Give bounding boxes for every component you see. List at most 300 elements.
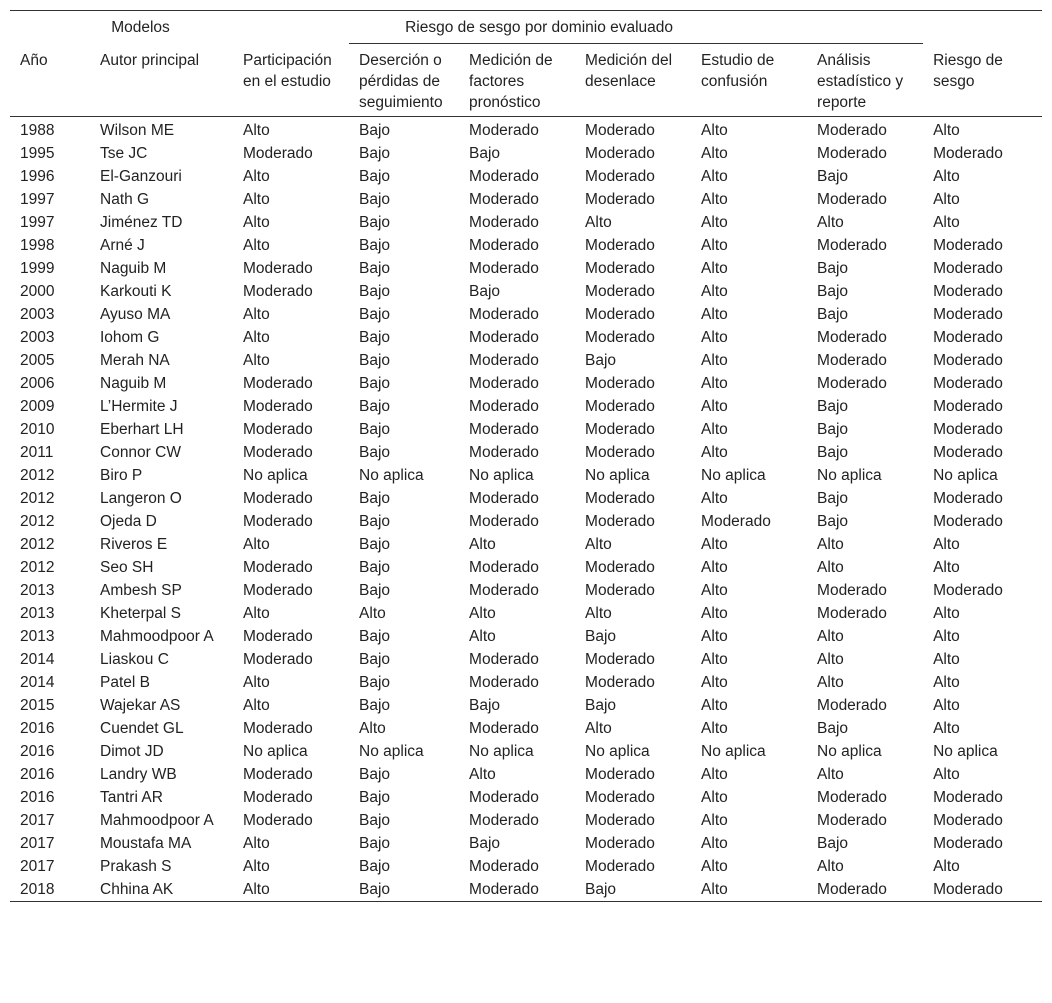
table-cell: Alto: [701, 122, 728, 139]
table-row: [10, 625, 1042, 648]
table-row: [10, 671, 1042, 694]
table-cell: Moderado: [585, 490, 655, 507]
table-cell: Wilson ME: [100, 122, 175, 139]
table-cell: No aplica: [243, 467, 308, 484]
table-cell: Moderado: [817, 582, 887, 599]
table-row: [10, 832, 1042, 855]
table-cell: Bajo: [359, 168, 391, 185]
table-cell: Moderado: [585, 766, 655, 783]
table-cell: Bajo: [359, 145, 391, 162]
table-cell: 2017: [20, 812, 55, 829]
table-cell: Moderado: [243, 145, 313, 162]
table-cell: 2014: [20, 674, 55, 691]
table-cell: Bajo: [359, 766, 391, 783]
table-cell: Moderado: [585, 835, 655, 852]
table-cell: No aplica: [933, 467, 998, 484]
table-cell: Moderado: [817, 352, 887, 369]
table-cell: Alto: [243, 214, 270, 231]
table-cell: Moderado: [933, 306, 1003, 323]
table-cell: Alto: [933, 605, 960, 622]
table-cell: Alto: [243, 191, 270, 208]
table-cell: Alto: [469, 766, 496, 783]
table-cell: 2012: [20, 513, 55, 530]
table-cell: 1997: [20, 191, 55, 208]
table-cell: Moderado: [243, 582, 313, 599]
table-cell: Moderado: [585, 789, 655, 806]
table-cell: No aplica: [359, 743, 424, 760]
table-cell: Alto: [817, 559, 844, 576]
table-cell: Alto: [243, 168, 270, 185]
table-cell: Moderado: [243, 628, 313, 645]
table-cell: Moderado: [585, 559, 655, 576]
header-column-row: [10, 44, 1042, 117]
table-cell: Moderado: [469, 214, 539, 231]
table-cell: Wajekar AS: [100, 697, 181, 714]
table-cell: Moderado: [933, 881, 1003, 898]
table-cell: Alto: [243, 697, 270, 714]
table-cell: Alto: [701, 306, 728, 323]
table-cell: Alto: [701, 145, 728, 162]
table-cell: Dimot JD: [100, 743, 164, 760]
table-cell: Moderado: [243, 398, 313, 415]
table-cell: Alto: [243, 306, 270, 323]
header-group-row: [10, 11, 1042, 44]
table-cell: Bajo: [817, 260, 849, 277]
table-cell: Moderado: [585, 145, 655, 162]
table-cell: No aplica: [585, 467, 650, 484]
table-cell: 2012: [20, 467, 55, 484]
table-cell: Alto: [933, 720, 960, 737]
table-cell: Karkouti K: [100, 283, 172, 300]
table-cell: Merah NA: [100, 352, 170, 369]
table-cell: Moderado: [585, 168, 655, 185]
table-cell: Moderado: [933, 329, 1003, 346]
group-header-models: Modelos: [111, 18, 170, 36]
table-cell: Eberhart LH: [100, 421, 184, 438]
table-cell: 2003: [20, 306, 55, 323]
table-row: [10, 372, 1042, 395]
table-cell: Alto: [933, 628, 960, 645]
table-cell: 2012: [20, 559, 55, 576]
table-cell: 2013: [20, 628, 55, 645]
table-cell: No aplica: [701, 743, 766, 760]
table-cell: Bajo: [817, 490, 849, 507]
table-cell: Moderado: [243, 375, 313, 392]
table-cell: Moderado: [933, 145, 1003, 162]
table-cell: 2018: [20, 881, 55, 898]
group-header-risk: Riesgo de sesgo por dominio evaluado: [349, 11, 923, 44]
table-cell: Alto: [469, 605, 496, 622]
group-header-empty: [923, 11, 1042, 44]
table-cell: Bajo: [359, 237, 391, 254]
table-cell: Bajo: [585, 352, 617, 369]
table-cell: Bajo: [359, 697, 391, 714]
table-cell: Moderado: [243, 812, 313, 829]
table-cell: Alto: [701, 789, 728, 806]
table-cell: Moderado: [585, 651, 655, 668]
table-cell: Mahmoodpoor A: [100, 628, 214, 645]
table-cell: Mahmoodpoor A: [100, 812, 214, 829]
table-cell: Moderado: [585, 375, 655, 392]
table-cell: Bajo: [585, 881, 617, 898]
table-cell: Alto: [243, 329, 270, 346]
table-cell: Moderado: [933, 835, 1003, 852]
table-cell: Alto: [817, 651, 844, 668]
table-cell: Moderado: [469, 789, 539, 806]
table-cell: Moderado: [817, 789, 887, 806]
table-cell: 2015: [20, 697, 55, 714]
table-cell: 1996: [20, 168, 55, 185]
table-cell: Moderado: [469, 674, 539, 691]
table-cell: Moderado: [933, 352, 1003, 369]
table-cell: Moderado: [585, 513, 655, 530]
table-row: [10, 740, 1042, 763]
table-row: [10, 117, 1042, 143]
table-cell: Alto: [701, 329, 728, 346]
table-cell: Bajo: [359, 329, 391, 346]
table-cell: Alto: [701, 674, 728, 691]
table-cell: Bajo: [469, 697, 501, 714]
table-cell: Alto: [817, 858, 844, 875]
table-cell: Moderado: [585, 122, 655, 139]
table-cell: Alto: [243, 674, 270, 691]
table-cell: Alto: [701, 260, 728, 277]
table-row: [10, 717, 1042, 740]
table-cell: Arné J: [100, 237, 145, 254]
table-cell: Moderado: [933, 375, 1003, 392]
table-cell: Moderado: [817, 812, 887, 829]
column-header: Año: [20, 51, 48, 69]
table-cell: Moderado: [585, 858, 655, 875]
table-cell: Moderado: [933, 582, 1003, 599]
table-row: [10, 648, 1042, 671]
table-cell: Moderado: [817, 122, 887, 139]
table-cell: Ambesh SP: [100, 582, 182, 599]
table-cell: Alto: [701, 214, 728, 231]
table-cell: Moderado: [243, 766, 313, 783]
table-cell: No aplica: [243, 743, 308, 760]
table-cell: Moderado: [585, 191, 655, 208]
table-cell: Bajo: [359, 881, 391, 898]
table-cell: Biro P: [100, 467, 143, 484]
table-cell: Alto: [585, 214, 612, 231]
table-cell: Bajo: [359, 789, 391, 806]
table-cell: Naguib M: [100, 260, 167, 277]
table-cell: Moderado: [817, 881, 887, 898]
table-cell: Moderado: [817, 237, 887, 254]
table-cell: Moderado: [469, 329, 539, 346]
table-cell: No aplica: [359, 467, 424, 484]
table-cell: Alto: [701, 283, 728, 300]
table-cell: Alto: [701, 858, 728, 875]
table-cell: Moustafa MA: [100, 835, 192, 852]
table-cell: Alto: [701, 651, 728, 668]
table-cell: Moderado: [469, 582, 539, 599]
table-cell: Moderado: [933, 490, 1003, 507]
table-cell: 2017: [20, 858, 55, 875]
table-row: [10, 464, 1042, 487]
table-cell: Bajo: [359, 835, 391, 852]
table-row: [10, 188, 1042, 211]
table-row: [10, 579, 1042, 602]
table-cell: Bajo: [817, 168, 849, 185]
table-cell: Alto: [701, 605, 728, 622]
table-cell: Patel B: [100, 674, 150, 691]
table-cell: Moderado: [243, 559, 313, 576]
table-cell: Moderado: [585, 582, 655, 599]
table-row: [10, 349, 1042, 372]
table-cell: Moderado: [469, 237, 539, 254]
table-cell: Bajo: [359, 191, 391, 208]
table-cell: Moderado: [933, 283, 1003, 300]
table-cell: Ojeda D: [100, 513, 157, 530]
table-cell: Moderado: [469, 421, 539, 438]
table-cell: 2016: [20, 789, 55, 806]
table-cell: Alto: [701, 191, 728, 208]
table-cell: Alto: [701, 720, 728, 737]
table-cell: Moderado: [469, 720, 539, 737]
table-cell: Alto: [359, 605, 386, 622]
table-cell: Riveros E: [100, 536, 168, 553]
table-cell: Moderado: [933, 789, 1003, 806]
table-cell: 2016: [20, 743, 55, 760]
table-cell: Moderado: [469, 812, 539, 829]
table-cell: Alto: [817, 766, 844, 783]
table-cell: 1997: [20, 214, 55, 231]
table-cell: Alto: [701, 812, 728, 829]
table-cell: Moderado: [585, 398, 655, 415]
table-cell: Alto: [701, 375, 728, 392]
table-cell: Naguib M: [100, 375, 167, 392]
table-cell: Bajo: [817, 444, 849, 461]
table-cell: Moderado: [817, 605, 887, 622]
table-cell: Bajo: [359, 260, 391, 277]
table-cell: Bajo: [359, 306, 391, 323]
table-cell: Prakash S: [100, 858, 172, 875]
table-cell: Nath G: [100, 191, 150, 208]
table-cell: Bajo: [585, 697, 617, 714]
table-cell: Moderado: [469, 191, 539, 208]
table-cell: Alto: [701, 881, 728, 898]
table-cell: Alto: [701, 536, 728, 553]
table-cell: Bajo: [359, 375, 391, 392]
table-row: [10, 418, 1042, 441]
table-cell: Moderado: [817, 145, 887, 162]
table-cell: 2006: [20, 375, 55, 392]
table-cell: Alto: [701, 421, 728, 438]
table-cell: Bajo: [817, 283, 849, 300]
table-cell: Alto: [933, 191, 960, 208]
column-header: Deserción o pérdidas de seguimiento: [359, 52, 443, 111]
table-cell: Chhina AK: [100, 881, 174, 898]
table-cell: Bajo: [359, 283, 391, 300]
table-cell: Tantri AR: [100, 789, 163, 806]
table-row: [10, 142, 1042, 165]
table-cell: 2012: [20, 536, 55, 553]
table-cell: 2000: [20, 283, 55, 300]
table-cell: Langeron O: [100, 490, 182, 507]
table-row: [10, 303, 1042, 326]
table-cell: Moderado: [933, 398, 1003, 415]
table-cell: Alto: [243, 605, 270, 622]
table-cell: Ayuso MA: [100, 306, 171, 323]
table-cell: Bajo: [359, 513, 391, 530]
table-cell: 2016: [20, 766, 55, 783]
table-cell: No aplica: [817, 467, 882, 484]
table-cell: Alto: [701, 398, 728, 415]
table-cell: Alto: [701, 628, 728, 645]
table-cell: No aplica: [585, 743, 650, 760]
table-cell: Moderado: [243, 789, 313, 806]
table-cell: Moderado: [933, 444, 1003, 461]
table-cell: 2017: [20, 835, 55, 852]
table-row: [10, 326, 1042, 349]
table-cell: Tse JC: [100, 145, 148, 162]
table-cell: Cuendet GL: [100, 720, 184, 737]
column-header: Participación en el estudio: [243, 51, 332, 90]
table-cell: Bajo: [359, 444, 391, 461]
column-header: Medición del desenlace: [585, 52, 673, 90]
table-row: [10, 556, 1042, 579]
table-cell: Bajo: [359, 628, 391, 645]
table-cell: Moderado: [243, 490, 313, 507]
table-cell: Moderado: [469, 352, 539, 369]
table-row: [10, 165, 1042, 188]
table-row: [10, 855, 1042, 878]
table-cell: Moderado: [469, 398, 539, 415]
table-cell: Alto: [585, 720, 612, 737]
table-cell: Iohom G: [100, 329, 160, 346]
table-cell: Bajo: [585, 628, 617, 645]
table-cell: Moderado: [469, 375, 539, 392]
table-cell: Bajo: [359, 812, 391, 829]
table-row: [10, 487, 1042, 510]
table-cell: Moderado: [585, 421, 655, 438]
table-cell: Moderado: [933, 237, 1003, 254]
table-cell: Alto: [933, 651, 960, 668]
table-cell: Moderado: [243, 720, 313, 737]
table-cell: Moderado: [469, 651, 539, 668]
table-cell: Bajo: [817, 398, 849, 415]
table-cell: 2013: [20, 605, 55, 622]
table-cell: Moderado: [817, 191, 887, 208]
table-row: [10, 234, 1042, 257]
table-cell: No aplica: [469, 743, 534, 760]
table-cell: Alto: [701, 559, 728, 576]
table-cell: Alto: [817, 674, 844, 691]
table-cell: Alto: [701, 352, 728, 369]
table-cell: Moderado: [469, 881, 539, 898]
table-cell: 2009: [20, 398, 55, 415]
table-cell: Moderado: [469, 122, 539, 139]
table-cell: Alto: [243, 835, 270, 852]
table-cell: Moderado: [585, 237, 655, 254]
table-cell: Bajo: [359, 490, 391, 507]
column-header: Estudio de confusión: [701, 52, 775, 90]
table-cell: Alto: [701, 766, 728, 783]
table-cell: Bajo: [469, 283, 501, 300]
table-cell: Moderado: [585, 306, 655, 323]
table-cell: Bajo: [469, 835, 501, 852]
table-cell: Moderado: [469, 306, 539, 323]
table-cell: Moderado: [933, 513, 1003, 530]
table-cell: L’Hermite J: [100, 398, 178, 415]
table-cell: Moderado: [585, 674, 655, 691]
table-cell: 2012: [20, 490, 55, 507]
table-cell: Moderado: [469, 858, 539, 875]
table-cell: Bajo: [359, 398, 391, 415]
table-cell: Connor CW: [100, 444, 181, 461]
table-cell: Alto: [933, 536, 960, 553]
table-cell: Alto: [701, 697, 728, 714]
table-cell: Moderado: [817, 329, 887, 346]
table-cell: Alto: [701, 582, 728, 599]
table-cell: Alto: [585, 605, 612, 622]
table-cell: Bajo: [817, 306, 849, 323]
table-cell: 2010: [20, 421, 55, 438]
table-cell: Alto: [933, 122, 960, 139]
table-cell: Bajo: [817, 835, 849, 852]
table-cell: Alto: [701, 835, 728, 852]
table-cell: 2011: [20, 444, 54, 461]
table-cell: Alto: [243, 352, 270, 369]
table-cell: Bajo: [469, 145, 501, 162]
table-row: [10, 786, 1042, 809]
table-row: [10, 602, 1042, 625]
table-cell: El-Ganzouri: [100, 168, 182, 185]
table-row: [10, 211, 1042, 234]
table-cell: No aplica: [701, 467, 766, 484]
column-header: Riesgo de sesgo: [933, 51, 1003, 90]
table-cell: Alto: [933, 697, 960, 714]
table-cell: Alto: [243, 237, 270, 254]
table-cell: 1995: [20, 145, 55, 162]
table-cell: Alto: [243, 122, 270, 139]
table-cell: Alto: [933, 766, 960, 783]
table-cell: Moderado: [243, 513, 313, 530]
table-cell: 2014: [20, 651, 55, 668]
table-cell: No aplica: [817, 743, 882, 760]
table-row: [10, 395, 1042, 418]
table-row: [10, 441, 1042, 464]
table-cell: 2003: [20, 329, 55, 346]
table-cell: Moderado: [469, 444, 539, 461]
table-cell: Moderado: [243, 260, 313, 277]
table-row: [10, 257, 1042, 280]
table-cell: Alto: [817, 214, 844, 231]
table-cell: Alto: [701, 490, 728, 507]
table-cell: Bajo: [359, 858, 391, 875]
table-cell: Alto: [701, 168, 728, 185]
table-cell: Moderado: [469, 260, 539, 277]
table-cell: Alto: [817, 536, 844, 553]
table-row: [10, 809, 1042, 832]
table-cell: 1999: [20, 260, 55, 277]
table-cell: Alto: [817, 628, 844, 645]
table-cell: Moderado: [585, 444, 655, 461]
table-cell: Bajo: [359, 582, 391, 599]
table-cell: Alto: [933, 858, 960, 875]
table-cell: Bajo: [359, 122, 391, 139]
table-cell: Bajo: [359, 421, 391, 438]
table-cell: Moderado: [243, 421, 313, 438]
table-cell: 2005: [20, 352, 55, 369]
table-body: [10, 117, 1042, 902]
table-cell: 2016: [20, 720, 55, 737]
risk-of-bias-table: [10, 10, 1042, 902]
table-cell: Bajo: [359, 674, 391, 691]
table-cell: No aplica: [469, 467, 534, 484]
